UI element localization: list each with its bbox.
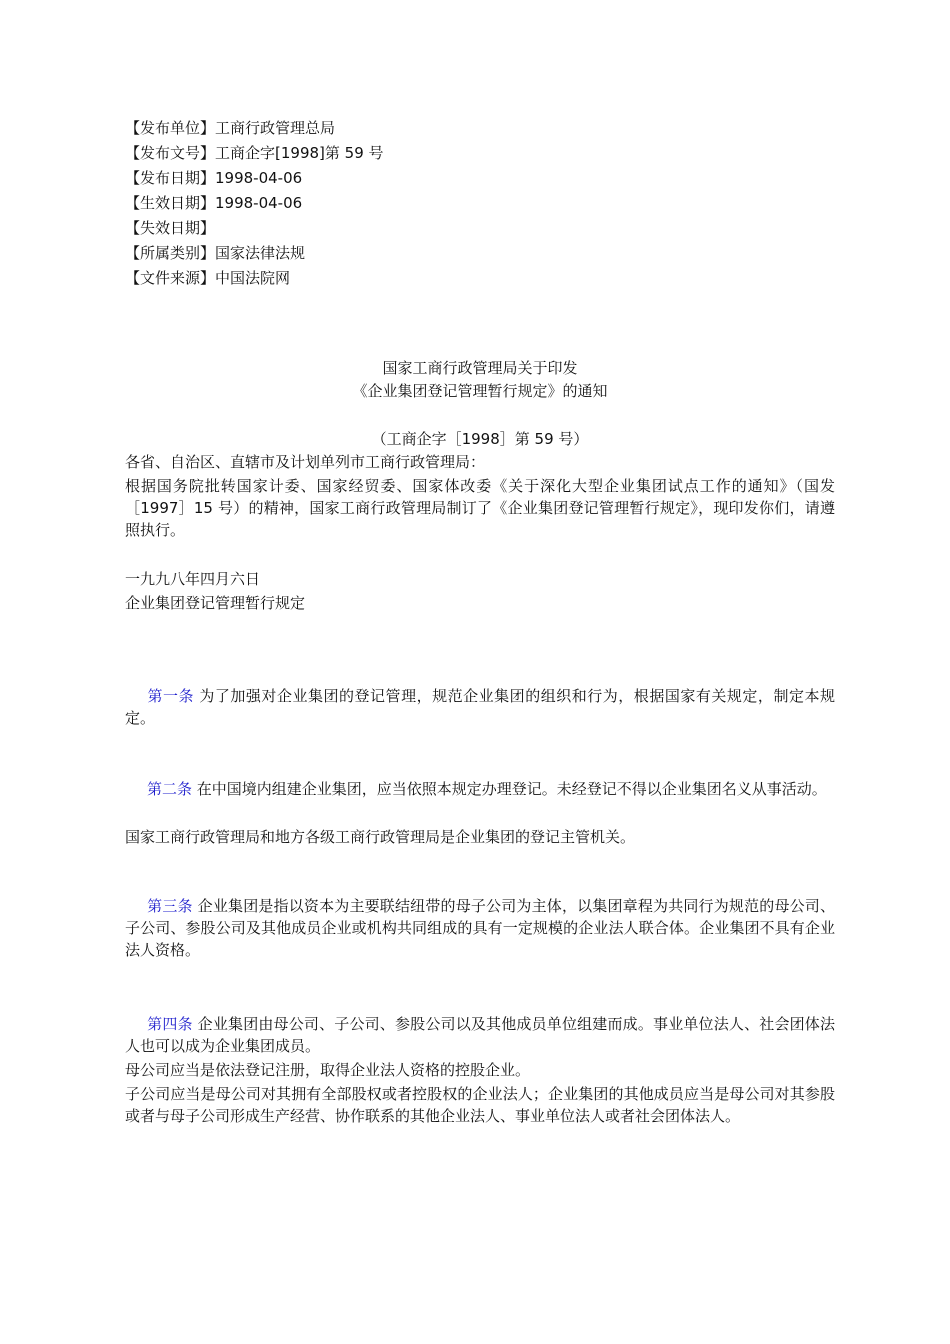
article-1-label: 第一条 (147, 687, 195, 705)
meta-category: 【所属类别】国家法律法规 (125, 244, 306, 262)
meta-source: 【文件来源】中国法院网 (125, 269, 291, 287)
article-2-label: 第二条 (147, 780, 193, 798)
notice-date: 一九九八年四月六日 (125, 570, 261, 588)
article-4 (125, 1013, 835, 1057)
meta-expiry-date: 【失效日期】 (125, 219, 216, 237)
meta-doc-number: 【发布文号】工商企字[1998]第 59 号 (125, 144, 384, 162)
document-title (125, 357, 835, 403)
article-3 (125, 895, 835, 961)
regulation-title: 企业集团登记管理暂行规定 (125, 594, 306, 612)
article-4-text: 企业集团由母公司、子公司、参股公司以及其他成员单位组建而成。事业单位法人、社会团体法人也可以成为企业集团成员。 (125, 1015, 835, 1055)
title-line-1: 国家工商行政管理局关于印发 (382, 359, 578, 377)
article-3-text: 企业集团是指以资本为主要联结纽带的母子公司为主体，以集团章程为共同行为规范的母公司、子公司、参股公司及其他成员企业或机构共同组成的具有一定规模的企业法人联合体。企业集团不具有企业法人资格。 (125, 897, 835, 959)
article-3-label: 第三条 (147, 897, 193, 915)
article-2-text: 在中国境内组建企业集团，应当依照本规定办理登记。未经登记不得以企业集团名义从事活动。 (192, 780, 827, 798)
notice-addressee: 各省、自治区、直辖市及计划单列市工商行政管理局： (125, 453, 486, 471)
article-2-paragraph-2: 国家工商行政管理局和地方各级工商行政管理局是企业集团的登记主管机关。 (125, 828, 636, 846)
metadata-block (125, 116, 825, 291)
article-4-paragraph-2: 母公司应当是依法登记注册，取得企业法人资格的控股企业。 (125, 1061, 531, 1079)
article-1-text: 为了加强对企业集团的登记管理，规范企业集团的组织和行为，根据国家有关规定，制定本规定。 (125, 687, 835, 727)
meta-effective-date: 【生效日期】1998-04-06 (125, 194, 303, 212)
meta-issue-date: 【发布日期】1998-04-06 (125, 169, 303, 187)
article-4-label: 第四条 (147, 1015, 193, 1033)
title-doc-number: （工商企字［1998］第 59 号） (371, 430, 589, 448)
article-4-paragraph-3: 子公司应当是母公司对其拥有全部股权或者控股权的企业法人；企业集团的其他成员应当是母公司对其参股或者与母子公司形成生产经营、协作联系的其他企业法人、事业单位法人或者社会团体法人。 (125, 1085, 835, 1125)
article-2 (125, 778, 835, 800)
meta-issuer: 【发布单位】工商行政管理总局 (125, 119, 336, 137)
article-1 (125, 685, 835, 729)
title-line-2: 《企业集团登记管理暂行规定》的通知 (352, 382, 608, 400)
notice-body: 根据国务院批转国家计委、国家经贸委、国家体改委《关于深化大型企业集团试点工作的通知》（国发［1997］15 号）的精神，国家工商行政管理局制订了《企业集团登记管理暂行规定》，现印发你们，请遵照执行。 (125, 477, 835, 539)
